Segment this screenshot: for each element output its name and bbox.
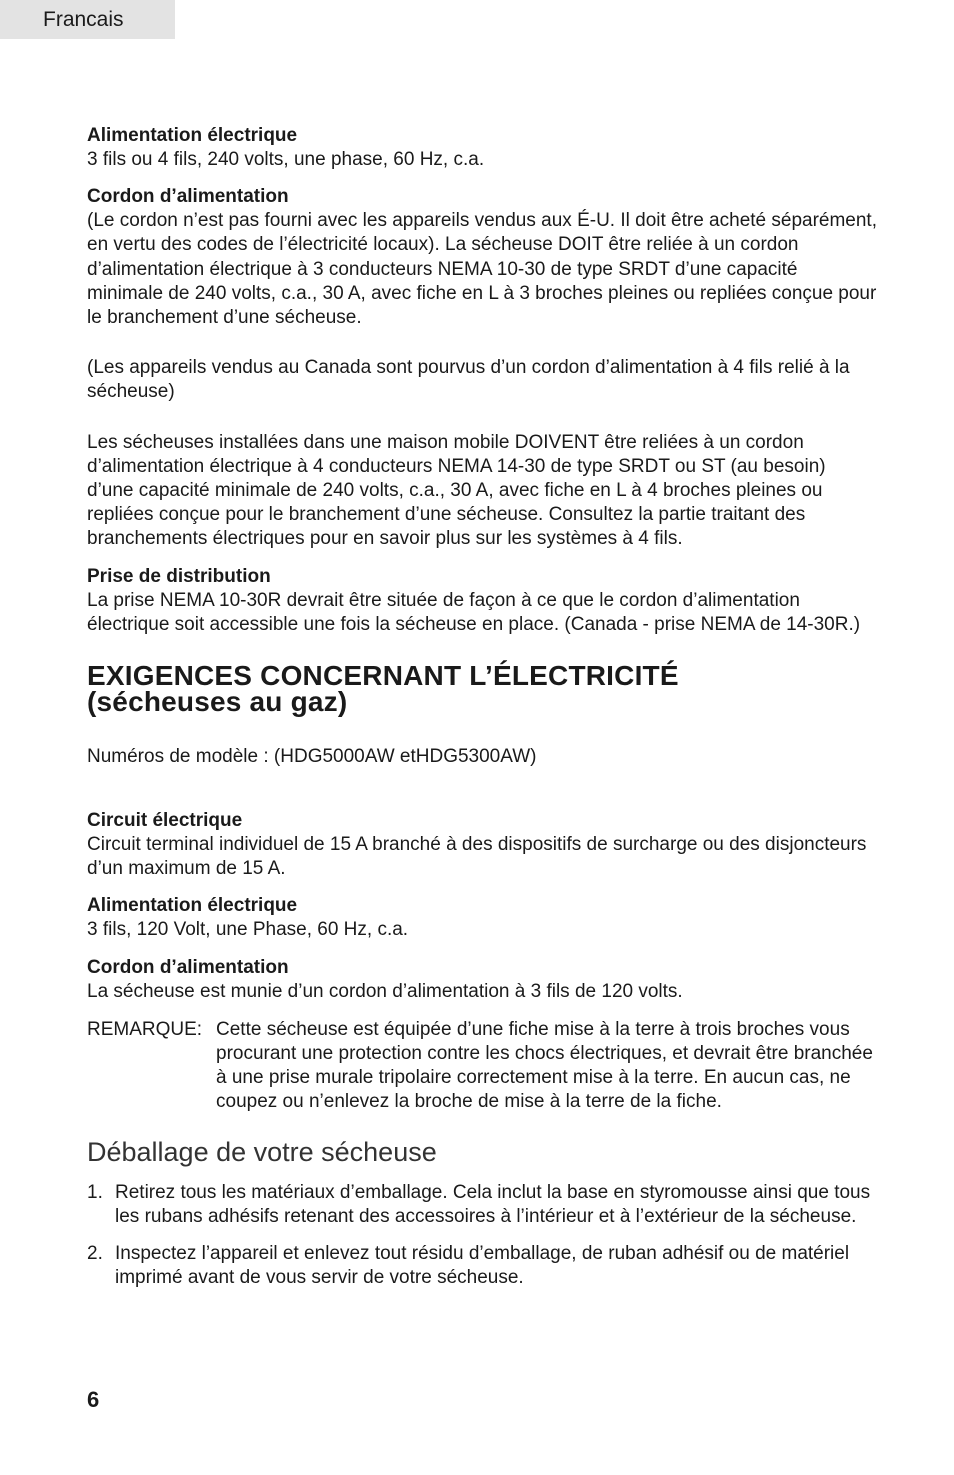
gas-power-cord-text: La sécheuse est munie d’un cordon d’alimentation à 3 fils de 120 volts. — [87, 980, 683, 1002]
language-tab: Francais — [0, 0, 175, 39]
list-item-text: Inspectez l’appareil et enlevez tout résidu d’emballage, de ruban adhésif ou de matériel imprimé avant de vous servir de votre sécheuse. — [115, 1243, 850, 1289]
power-supply-text: 3 fils ou 4 fils, 240 volts, une phase, 60 Hz, c.a. — [87, 149, 485, 170]
gas-power-supply-text: 3 fils, 120 Volt, une Phase, 60 Hz, c.a. — [87, 919, 409, 941]
gas-heading-line-2: (sécheuses au gaz) — [87, 686, 348, 718]
outlet-heading: Prise de distribution — [87, 565, 271, 587]
gas-power-supply-heading: Alimentation électrique — [87, 895, 298, 917]
list-item-number: 1. — [87, 1181, 103, 1203]
list-item — [87, 1242, 877, 1290]
page-content — [87, 124, 877, 1303]
circuit-heading: Circuit électrique — [87, 810, 243, 832]
power-supply-heading: Alimentation électrique — [87, 125, 298, 146]
list-item — [87, 1181, 877, 1229]
circuit-text: Circuit terminal individuel de 15 A branché à des dispositifs de surcharge ou des disjoncteurs d’un maximum de 15 A. — [87, 834, 867, 880]
note-block — [87, 1018, 877, 1115]
page-number: 6 — [87, 1387, 100, 1412]
power-cord-heading: Cordon d’alimentation — [87, 186, 289, 208]
power-cord-text-1: (Le cordon n’est pas fourni avec les appareils vendus aux É-U. Il doit être acheté séparément, en vertu des codes de l’électricité locaux). La sécheuse DOIT être reliée à un cordon d’alimentation électrique à 3 conducteurs NEMA 10-30 de type SRDT d’une capacité minimale de 240 volts, c.a., 30 A, avec fiche en L à 3 broches pleines ou repliées conçue pour le branchement d’une sécheuse. — [87, 210, 877, 329]
unpacking-heading: Déballage de votre sécheuse — [87, 1136, 437, 1167]
list-item-text: Retirez tous les matériaux d’emballage. Cela inclut la base en styromousse ainsi que tous les rubans adhésifs retenant des accessoires à l’intérieur et à l’extérieur de la sécheuse. — [115, 1181, 871, 1227]
unpacking-steps-list — [87, 1181, 877, 1291]
list-item-number: 2. — [87, 1243, 103, 1265]
gas-heading-line-1: EXIGENCES CONCERNANT L’ÉLECTRICITÉ — [87, 660, 679, 692]
power-cord-text-2: (Les appareils vendus au Canada sont pourvus d’un cordon d’alimentation à 4 fils relié à la sécheuse) — [87, 357, 850, 403]
gas-power-cord-heading: Cordon d’alimentation — [87, 956, 289, 978]
outlet-text: La prise NEMA 10-30R devrait être située de façon à ce que le cordon d’alimentation électrique soit accessible une fois la sécheuse en place. (Canada - prise NEMA de 14-30R.) — [87, 589, 861, 635]
note-label: REMARQUE: — [87, 1018, 203, 1040]
model-numbers: Numéros de modèle : (HDG5000AW etHDG5300AW) — [87, 746, 537, 768]
gas-electric-requirements-heading — [87, 660, 877, 718]
note-text: Cette sécheuse est équipée d’une fiche mise à la terre à trois broches vous procurant une protection contre les chocs électriques, et devrait être branchée à une prise murale tripolaire correctement mise à la terre. En aucun cas, ne coupez ou n’enlevez la broche de mise à la terre de la fiche. — [216, 1018, 873, 1113]
power-cord-text-3: Les sécheuses installées dans une maison mobile DOIVENT être reliées à un cordon d’alimentation électrique à 4 conducteurs NEMA 14-30 de type SRDT ou ST (au besoin) d’une capacité minimale de 240 volts, c.a., 30 A, avec fiche en L à 4 broches pleines ou repliées conçue pour le branchement d’une sécheuse. Consultez la partie traitant des branchements électriques pour en savoir plus sur les systèmes à 4 fils. — [87, 431, 826, 550]
